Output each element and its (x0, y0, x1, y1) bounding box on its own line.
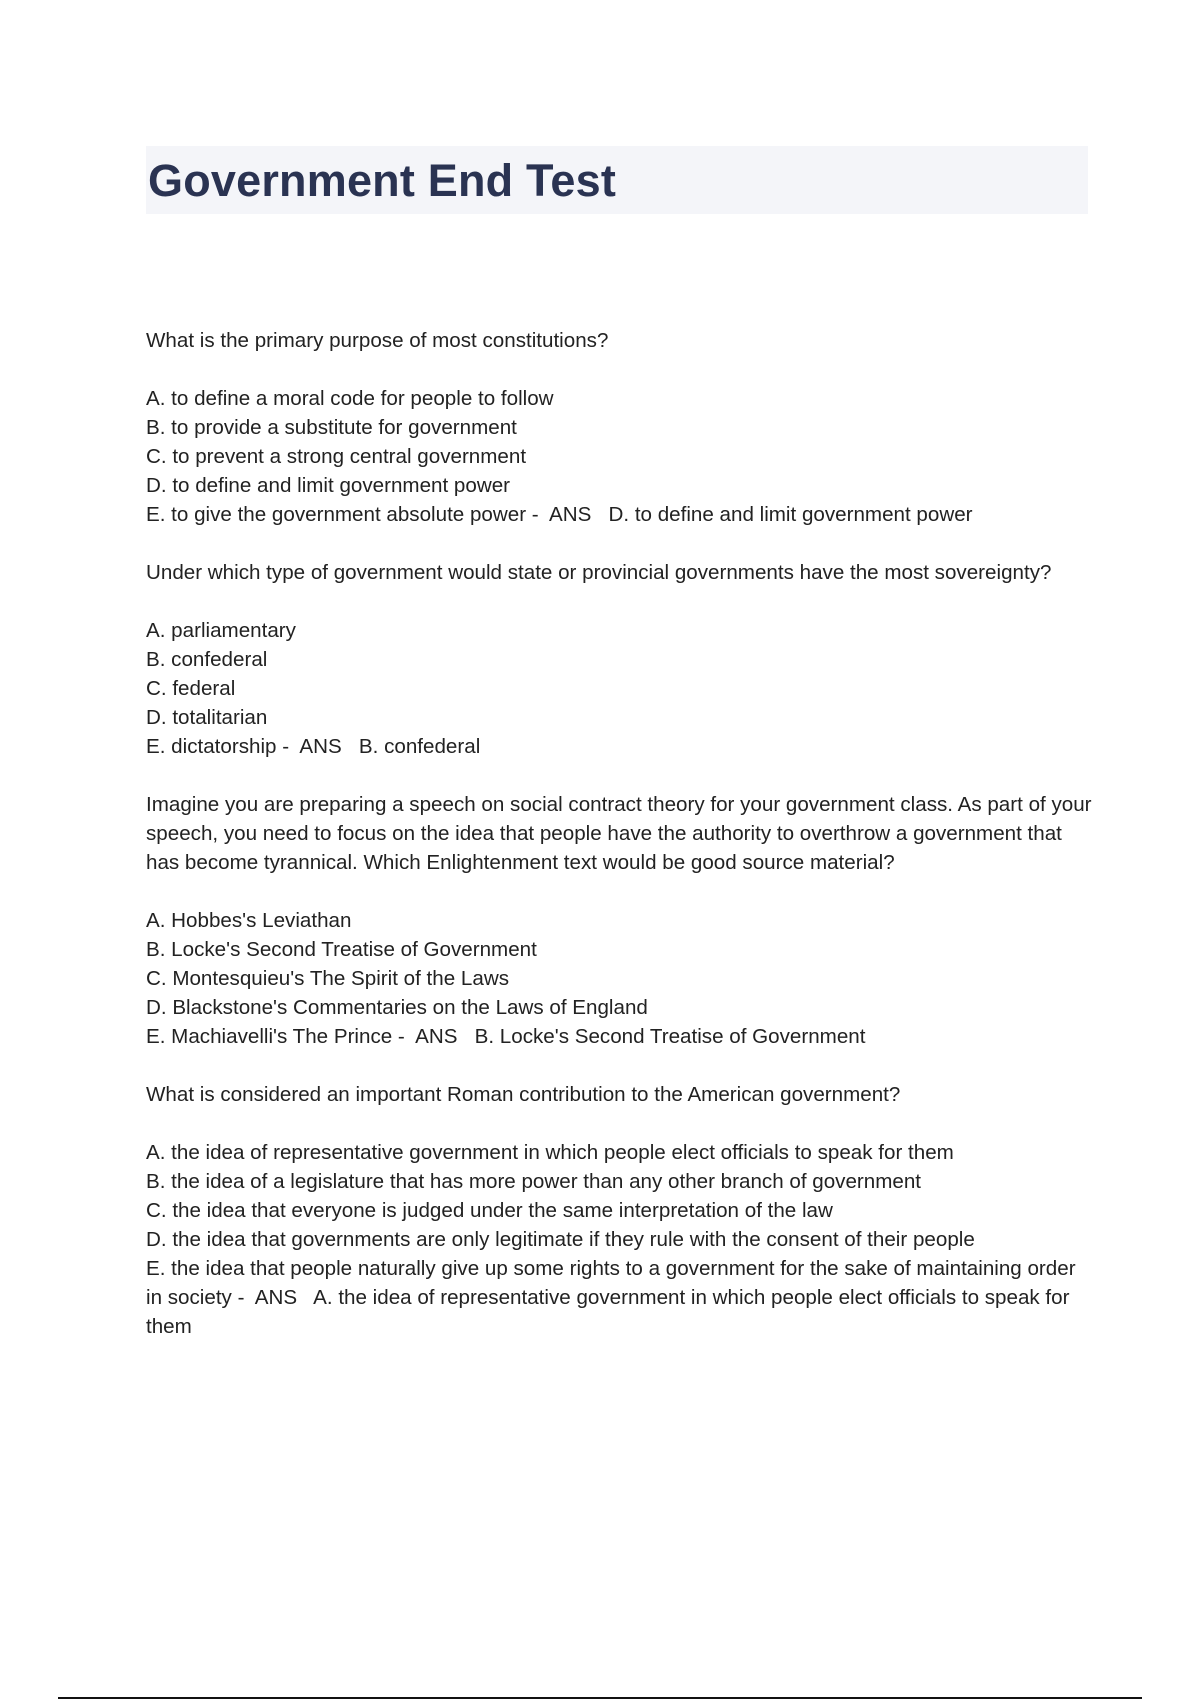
option-item-last-with-answer: E. the idea that people naturally give up some rights to a government for the sake of maintaining order in society - ANS A. the idea of representative government in which people elect officials to speak for them (146, 1257, 1076, 1338)
option-item: B. confederal (146, 648, 268, 671)
question-text: Under which type of government would state or provincial governments have the most sovereignty? (146, 561, 1052, 584)
option-item: D. Blackstone's Commentaries on the Laws of England (146, 996, 648, 1019)
option-item-last-with-answer: E. Machiavelli's The Prince - ANS B. Locke's Second Treatise of Government (146, 1025, 866, 1048)
option-item: A. the idea of representative government in which people elect officials to speak for them (146, 1141, 954, 1164)
question-block-1 (146, 326, 1096, 529)
option-item: C. the idea that everyone is judged under the same interpretation of the law (146, 1199, 833, 1222)
question-block-4 (146, 1080, 1096, 1341)
question-text: What is the primary purpose of most constitutions? (146, 329, 609, 352)
option-item: B. to provide a substitute for government (146, 416, 517, 439)
option-item: A. parliamentary (146, 619, 296, 642)
option-item: C. to prevent a strong central government (146, 445, 527, 468)
answer-text: B. Locke's Second Treatise of Government (474, 1025, 866, 1048)
footer-divider (58, 1697, 1142, 1699)
ans-label: ANS (415, 1025, 458, 1048)
ans-label: ANS (299, 735, 342, 758)
ans-label: ANS (254, 1286, 298, 1309)
option-item: D. to define and limit government power (146, 474, 511, 497)
option-item: D. the idea that governments are only legitimate if they rule with the consent of their people (146, 1228, 975, 1251)
option-item: A. Hobbes's Leviathan (146, 909, 352, 932)
question-text: Imagine you are preparing a speech on social contract theory for your government class. As part of your speech, you need to focus on the idea that people have the authority to overthrow a government that has become tyrannical. Which Enlightenment text would be good source material? (146, 793, 1092, 874)
option-item: C. federal (146, 677, 236, 700)
option-item: A. to define a moral code for people to follow (146, 387, 554, 410)
answer-text: B. confederal (358, 735, 481, 758)
option-item: B. Locke's Second Treatise of Government (146, 938, 537, 961)
option-item: B. the idea of a legislature that has more power than any other branch of government (146, 1170, 922, 1193)
question-list (146, 326, 1096, 1370)
question-block-2 (146, 558, 1096, 761)
option-text: E. to give the government absolute power (146, 503, 527, 526)
option-list (146, 384, 1096, 529)
option-item: D. totalitarian (146, 706, 268, 729)
option-item-last-with-answer: E. to give the government absolute power - ANS D. to define and limit government power (146, 503, 973, 526)
option-text: E. dictatorship (146, 735, 277, 758)
option-item: C. Montesquieu's The Spirit of the Laws (146, 967, 509, 990)
answer-text: D. to define and limit government power (608, 503, 973, 526)
option-item-last-with-answer: E. dictatorship - ANS B. confederal (146, 735, 481, 758)
option-list (146, 616, 1096, 761)
question-block-3 (146, 790, 1096, 1051)
question-text: What is considered an important Roman contribution to the American government? (146, 1083, 901, 1106)
answer-text: A. the idea of representative government in which people elect officials to speak for them (146, 1286, 1070, 1338)
page-title: Government End Test (148, 154, 617, 206)
ans-label: ANS (548, 503, 592, 526)
option-list (146, 906, 1096, 1051)
option-text: E. Machiavelli's The Prince (146, 1025, 393, 1048)
title-banner (146, 146, 1088, 214)
option-list (146, 1138, 1096, 1341)
option-text: E. the idea that people naturally give up some rights to a government for the sake of maintaining order in society (146, 1257, 1076, 1309)
